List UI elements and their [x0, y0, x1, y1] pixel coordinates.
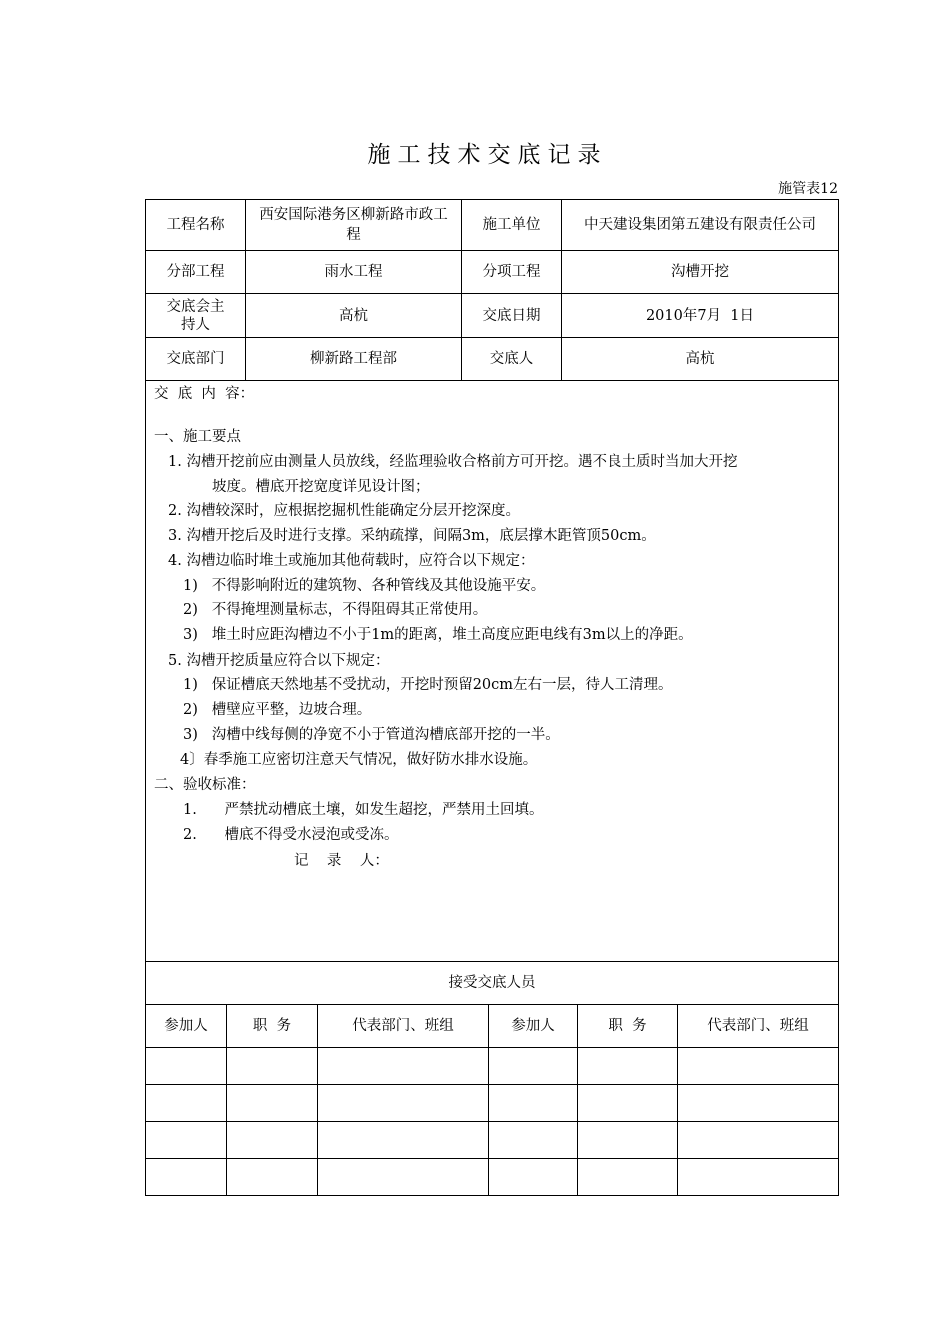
criterion-1: 1. 严禁扰动槽底土壤，如发生超挖，严禁用土回填。: [183, 802, 544, 818]
empty-cell: [578, 1159, 678, 1196]
point-5-2: 2) 槽壁应平整，边坡合理。: [183, 702, 372, 718]
empty-cell: [146, 1085, 227, 1122]
col-participant: 参加人: [489, 1005, 578, 1048]
empty-cell: [318, 1122, 489, 1159]
col-participant: 参加人: [146, 1005, 227, 1048]
col-department: 代表部门、班组: [318, 1005, 489, 1048]
project-name-value: 西安国际港务区柳新路市政工程: [246, 200, 462, 251]
host-label: 交底会主持人: [146, 294, 246, 338]
table-row: [146, 1048, 839, 1085]
form-number: 施管表12: [778, 181, 838, 197]
builder-label: 施工单位: [462, 200, 562, 251]
point-5-3: 3) 沟槽中线每侧的净宽不小于管道沟槽底部开挖的一半。: [183, 727, 560, 743]
person-label: 交底人: [462, 338, 562, 381]
document-title: 施工技术交底记录: [367, 142, 608, 168]
content-section: [145, 379, 839, 961]
point-1: 1. 沟槽开挖前应由测量人员放线，经监理验收合格前方可开挖。遇不良土质时当加大开挖: [168, 454, 738, 470]
host-value: 高杭: [246, 294, 462, 338]
section-construction-points: 一、施工要点: [154, 429, 241, 445]
table-row: [146, 1085, 839, 1122]
project-name-label: 工程名称: [146, 200, 246, 251]
receivers-table: [145, 961, 839, 1196]
empty-cell: [227, 1048, 318, 1085]
item-value: 沟槽开挖: [562, 251, 839, 294]
point-5: 5. 沟槽开挖质量应符合以下规定：: [168, 653, 390, 669]
section-acceptance-criteria: 二、验收标准：: [154, 777, 256, 793]
date-value: 2010年7月 1日: [562, 294, 839, 338]
point-5-1: 1) 保证槽底天然地基不受扰动，开挖时预留20cm左右一层，待人工清理。: [183, 677, 673, 693]
person-value: 高杭: [562, 338, 839, 381]
empty-cell: [318, 1048, 489, 1085]
empty-cell: [678, 1122, 839, 1159]
point-4-1: 1) 不得影响附近的建筑物、各种管线及其他设施平安。: [183, 578, 546, 594]
sub-project-value: 雨水工程: [246, 251, 462, 294]
empty-cell: [227, 1159, 318, 1196]
empty-cell: [146, 1159, 227, 1196]
date-label: 交底日期: [462, 294, 562, 338]
point-2: 2. 沟槽较深时，应根据挖掘机性能确定分层开挖深度。: [168, 503, 520, 519]
dept-value: 柳新路工程部: [246, 338, 462, 381]
empty-cell: [678, 1048, 839, 1085]
table-row: [146, 1159, 839, 1196]
empty-cell: [227, 1122, 318, 1159]
empty-cell: [578, 1048, 678, 1085]
sub-project-label: 分部工程: [146, 251, 246, 294]
empty-cell: [678, 1159, 839, 1196]
point-5-4: 4〕春季施工应密切注意天气情况，做好防水排水设施。: [180, 752, 538, 768]
point-1-cont: 坡度。槽底开挖宽度详见设计图；: [212, 479, 430, 495]
criterion-2: 2. 槽底不得受水浸泡或受冻。: [183, 827, 399, 843]
builder-value: 中天建设集团第五建设有限责任公司: [562, 200, 839, 251]
item-label: 分项工程: [462, 251, 562, 294]
empty-cell: [489, 1122, 578, 1159]
point-4: 4. 沟槽边临时堆土或施加其他荷载时，应符合以下规定：: [168, 553, 535, 569]
point-3: 3. 沟槽开挖后及时进行支撑。采纳疏撑，间隔3m，底层撑木距管顶50cm。: [168, 528, 656, 544]
empty-cell: [227, 1085, 318, 1122]
point-4-2: 2) 不得掩埋测量标志，不得阻碍其正常使用。: [183, 602, 488, 618]
empty-cell: [318, 1085, 489, 1122]
empty-cell: [489, 1048, 578, 1085]
recorder-label: 记 录 人：: [294, 853, 389, 869]
col-position: 职 务: [578, 1005, 678, 1048]
info-table: [145, 199, 839, 381]
col-department: 代表部门、班组: [678, 1005, 839, 1048]
point-4-3: 3) 堆土时应距沟槽边不小于1m的距离，堆土高度应距电线有3m以上的净距。: [183, 627, 693, 643]
table-row: [146, 1122, 839, 1159]
empty-cell: [489, 1159, 578, 1196]
receivers-heading: 接受交底人员: [146, 962, 839, 1005]
empty-cell: [678, 1085, 839, 1122]
dept-label: 交底部门: [146, 338, 246, 381]
empty-cell: [489, 1085, 578, 1122]
empty-cell: [318, 1159, 489, 1196]
empty-cell: [146, 1122, 227, 1159]
empty-cell: [578, 1122, 678, 1159]
col-position: 职 务: [227, 1005, 318, 1048]
empty-cell: [146, 1048, 227, 1085]
content-heading: 交 底 内 容：: [154, 386, 255, 402]
empty-cell: [578, 1085, 678, 1122]
